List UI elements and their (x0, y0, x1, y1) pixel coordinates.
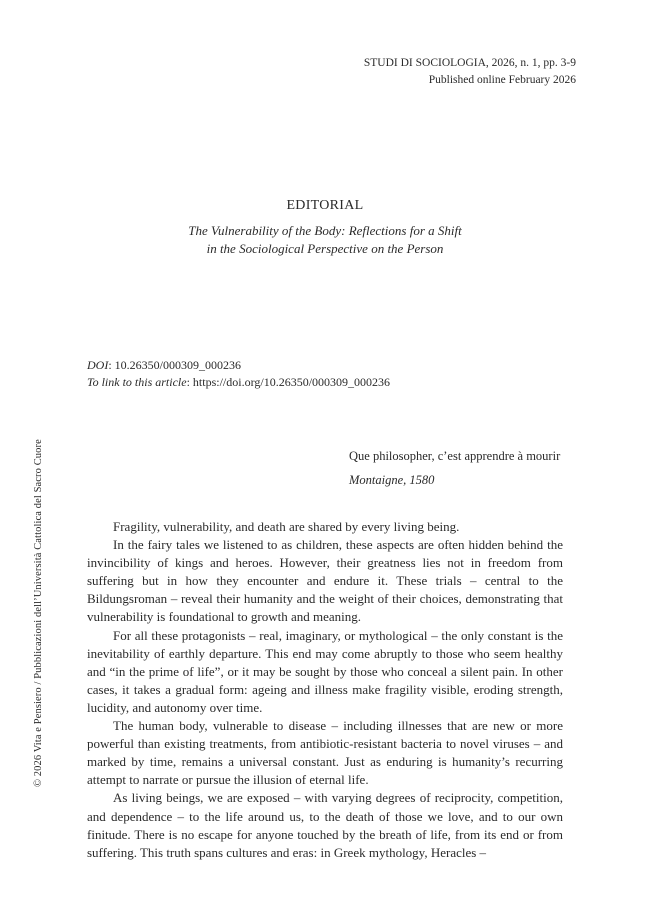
doi-label: DOI (87, 358, 109, 372)
copyright-side-note: © 2026 Vita e Pensiero / Pubblicazioni dell’Università Cattolica del Sacro Cuore (33, 439, 44, 787)
body-text (87, 518, 563, 862)
doi-value: 10.26350/000309_000236 (114, 358, 242, 372)
epigraph-quote: Que philosopher, c’est apprendre à mourir (349, 449, 561, 463)
published-date: Published online February 2026 (428, 74, 576, 86)
paragraph: In the fairy tales we listened to as children, these aspects are often hidden behind the invincibility of kings and heroes. However, their greatness lies not in freedom from suffering but in how they encounter and endure it. These trials – central to the Bildungsroman – reveal their humanity and the weight of their choices, demonstrating that vulnerability is foundational to growth and meaning. (87, 537, 563, 625)
article-title-line-2: in the Sociological Perspective on the Person (206, 241, 444, 256)
paragraph: For all these protagonists – real, imaginary, or mythological – the only constant is the inevitability of earthly departure. This end may come abruptly to those who seem healthy and “in the prime of life”, or it may be sought by those who conceal a silent pain. In other cases, it takes a gradual form: ageing and illness make fragility visible, eroding strength, lucidity, and autonomy over time. (87, 627, 563, 715)
link-line: To link to this article: https://doi.org/10.26350/000309_000236 (87, 375, 391, 389)
journal-header (364, 55, 576, 89)
epigraph-author: Montaigne, 1580 (349, 473, 435, 487)
doi-block (87, 357, 390, 391)
article-kind: EDITORIAL (286, 198, 364, 213)
doi-line: DOI: 10.26350/000309_000236 (87, 358, 242, 372)
article-title-line-1: The Vulnerability of the Body: Reflections for a Shift (188, 223, 462, 238)
epigraph (349, 447, 560, 489)
paragraph: The human body, vulnerable to disease – including illnesses that are new or more powerful than existing treatments, from antibiotic-resistant bacteria to novel viruses – and marked by time, remains a universal constant. Just as enduring is humanity’s recurring attempt to narrate or pursue the illusion of eternal life. (87, 718, 563, 788)
journal-citation: STUDI DI SOCIOLOGIA, 2026, n. 1, pp. 3-9 (363, 57, 576, 69)
paragraph: Fragility, vulnerability, and death are shared by every living being. (113, 519, 460, 534)
doi-link[interactable]: https://doi.org/10.26350/000309_000236 (192, 375, 391, 389)
link-label: To link to this article (87, 375, 187, 389)
title-block (0, 198, 650, 258)
paragraph: As living beings, we are exposed – with varying degrees of reciprocity, competition, and dependence – to the life around us, to the death of those we love, and to our own finitude. There is no escape for anyone touched by the breath of life, from its end or from suffering. This truth spans cultures and eras: in Greek mythology, Heracles – (87, 790, 563, 860)
